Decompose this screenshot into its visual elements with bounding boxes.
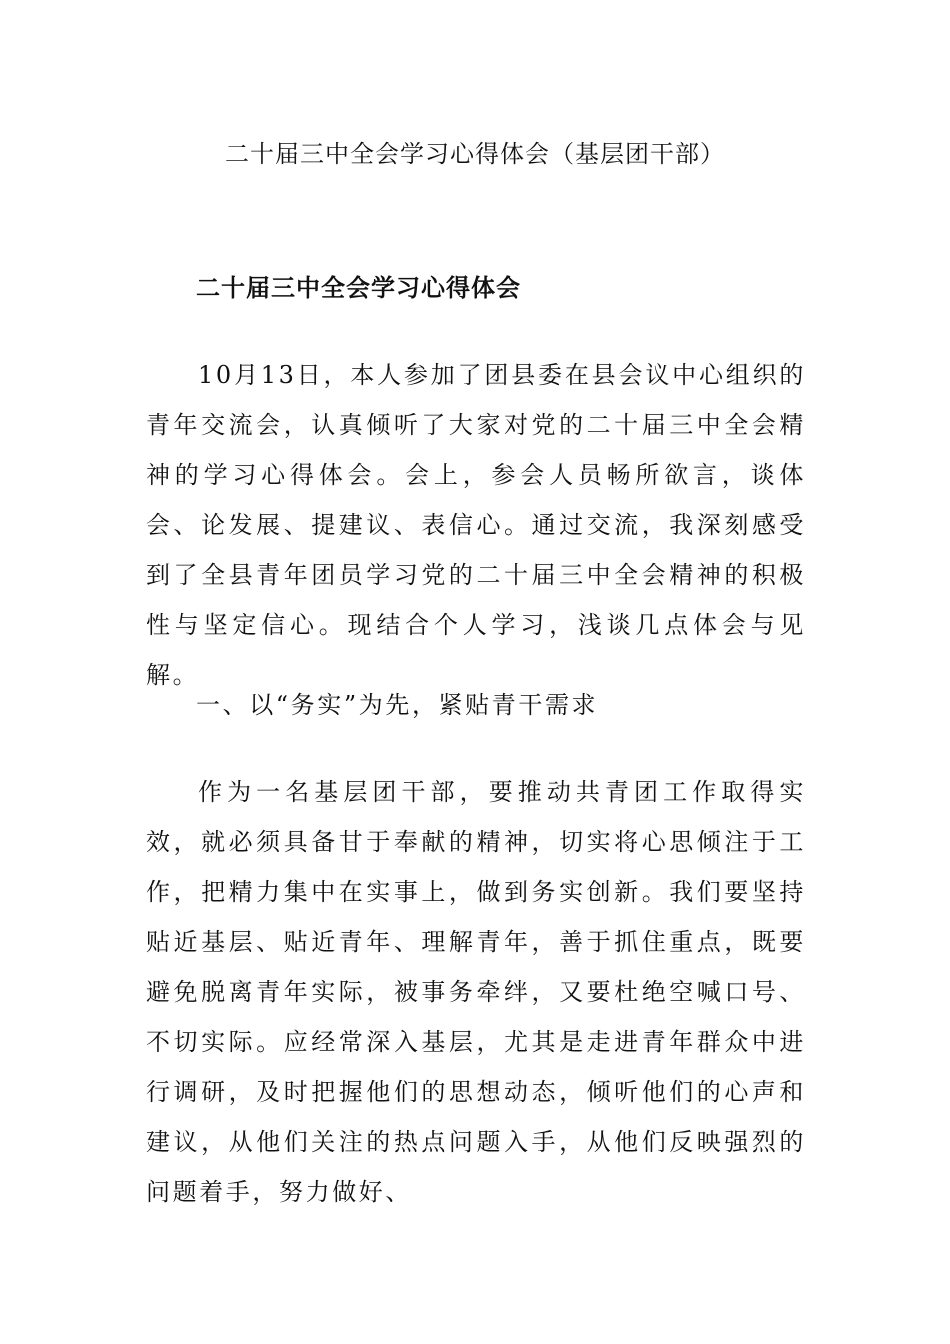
paragraph-section-1: 作为一名基层团干部，要推动共青团工作取得实效，就必须具备甘于奉献的精神，切实将心思倾注于工作，把精力集中在实事上，做到务实创新。我们要坚持贴近基层、贴近青年、理解青年，善于抓住重点，既要避免脱离青年实际，被事务牵绊，又要杜绝空喊口号、不切实际。应经常深入基层，尤其是走进青年群众中进行调研，及时把握他们的思想动态，倾听他们的心声和建议，从他们关注的热点问题入手，从他们反映强烈的问题着手，努力做好、 [146, 778, 806, 1206]
paragraph-intro: 10月13日，本人参加了团县委在县会议中心组织的青年交流会，认真倾听了大家对党的二十届三中全会精神的学习心得体会。会上，参会人员畅所欲言，谈体会、论发展、提建议、表信心。通过交流，我深刻感受到了全县青年团员学习党的二十届三中全会精神的积极性与坚定信心。现结合个人学习，浅谈几点体会与见解。 [146, 361, 806, 689]
document-subtitle: 二十届三中全会学习心得体会 [196, 273, 521, 302]
section-heading-1: 一、以“务实”为先，紧贴青干需求 [196, 691, 599, 719]
document-title: 二十届三中全会学习心得体会（基层团干部） [225, 140, 725, 168]
